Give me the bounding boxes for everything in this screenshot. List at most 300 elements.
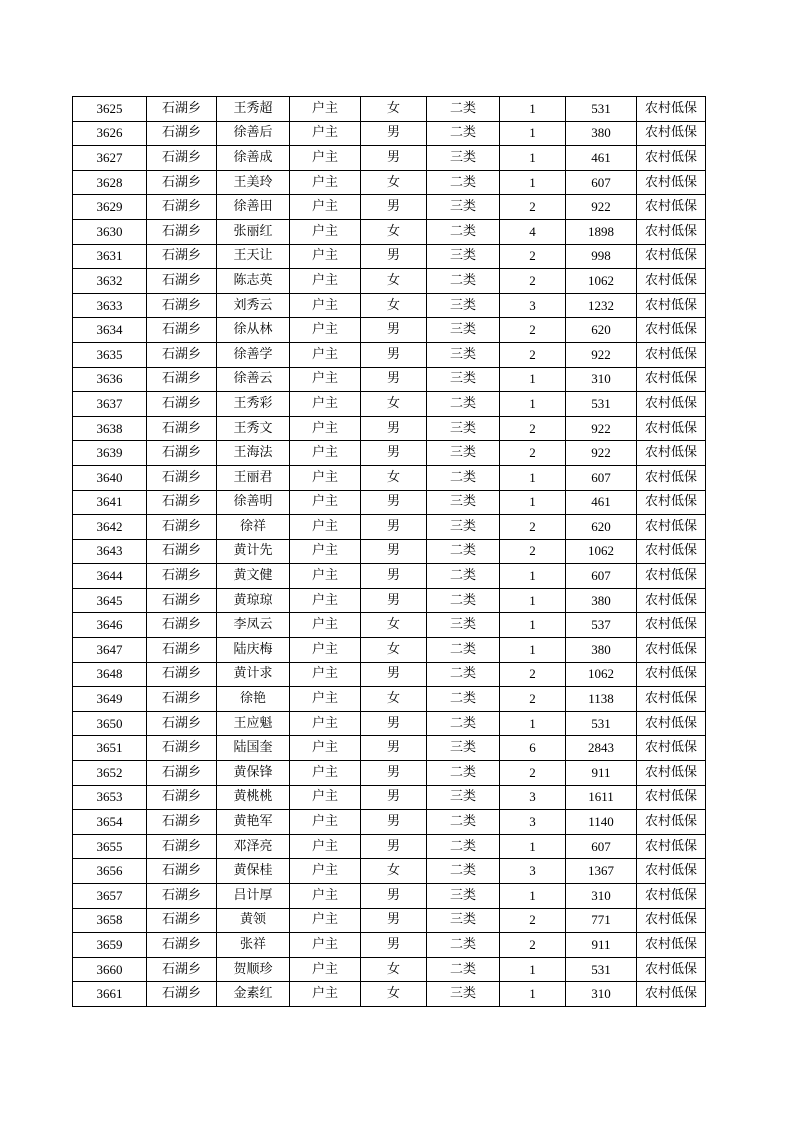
- relation-cell: 户主: [290, 219, 361, 244]
- gender-cell: 男: [361, 761, 427, 786]
- name-cell: 黄艳军: [217, 810, 290, 835]
- household-size-cell: 3: [500, 810, 566, 835]
- relation-cell: 户主: [290, 859, 361, 884]
- amount-cell: 1898: [566, 219, 637, 244]
- relation-cell: 户主: [290, 711, 361, 736]
- table-row: [73, 662, 706, 687]
- name-cell: 黄保桂: [217, 859, 290, 884]
- table-row: [73, 392, 706, 417]
- name-cell: 黄计求: [217, 662, 290, 687]
- name-cell: 黄琼琼: [217, 588, 290, 613]
- category-cell: 二类: [427, 392, 500, 417]
- household-size-cell: 3: [500, 293, 566, 318]
- serial-number-cell: 3654: [73, 810, 147, 835]
- township-cell: 石湖乡: [147, 367, 217, 392]
- assistance-type-cell: 农村低保: [637, 638, 706, 663]
- amount-cell: 911: [566, 761, 637, 786]
- assistance-type-cell: 农村低保: [637, 195, 706, 220]
- name-cell: 徐善学: [217, 342, 290, 367]
- gender-cell: 男: [361, 834, 427, 859]
- township-cell: 石湖乡: [147, 318, 217, 343]
- table-row: [73, 564, 706, 589]
- table-body: [73, 97, 706, 1007]
- serial-number-cell: 3661: [73, 982, 147, 1007]
- household-size-cell: 1: [500, 564, 566, 589]
- amount-cell: 607: [566, 170, 637, 195]
- table-row: [73, 146, 706, 171]
- serial-number-cell: 3642: [73, 515, 147, 540]
- serial-number-cell: 3644: [73, 564, 147, 589]
- amount-cell: 922: [566, 441, 637, 466]
- household-size-cell: 1: [500, 613, 566, 638]
- category-cell: 三类: [427, 613, 500, 638]
- household-size-cell: 2: [500, 933, 566, 958]
- category-cell: 二类: [427, 269, 500, 294]
- amount-cell: 531: [566, 97, 637, 122]
- assistance-type-cell: 农村低保: [637, 293, 706, 318]
- household-size-cell: 1: [500, 588, 566, 613]
- household-size-cell: 2: [500, 539, 566, 564]
- name-cell: 金素红: [217, 982, 290, 1007]
- amount-cell: 771: [566, 908, 637, 933]
- household-size-cell: 2: [500, 244, 566, 269]
- township-cell: 石湖乡: [147, 982, 217, 1007]
- household-size-cell: 3: [500, 859, 566, 884]
- gender-cell: 男: [361, 908, 427, 933]
- household-size-cell: 2: [500, 342, 566, 367]
- relation-cell: 户主: [290, 539, 361, 564]
- gender-cell: 男: [361, 588, 427, 613]
- township-cell: 石湖乡: [147, 416, 217, 441]
- serial-number-cell: 3633: [73, 293, 147, 318]
- township-cell: 石湖乡: [147, 465, 217, 490]
- gender-cell: 男: [361, 490, 427, 515]
- township-cell: 石湖乡: [147, 687, 217, 712]
- category-cell: 二类: [427, 834, 500, 859]
- household-size-cell: 2: [500, 908, 566, 933]
- township-cell: 石湖乡: [147, 441, 217, 466]
- name-cell: 徐善田: [217, 195, 290, 220]
- township-cell: 石湖乡: [147, 613, 217, 638]
- gender-cell: 女: [361, 687, 427, 712]
- relation-cell: 户主: [290, 465, 361, 490]
- gender-cell: 女: [361, 465, 427, 490]
- relation-cell: 户主: [290, 515, 361, 540]
- household-size-cell: 1: [500, 121, 566, 146]
- serial-number-cell: 3650: [73, 711, 147, 736]
- amount-cell: 1611: [566, 785, 637, 810]
- table-row: [73, 834, 706, 859]
- name-cell: 贺顺珍: [217, 957, 290, 982]
- table-row: [73, 318, 706, 343]
- name-cell: 王天让: [217, 244, 290, 269]
- household-size-cell: 1: [500, 465, 566, 490]
- category-cell: 三类: [427, 244, 500, 269]
- name-cell: 陆庆梅: [217, 638, 290, 663]
- assistance-type-cell: 农村低保: [637, 465, 706, 490]
- assistance-type-cell: 农村低保: [637, 342, 706, 367]
- assistance-type-cell: 农村低保: [637, 810, 706, 835]
- amount-cell: 380: [566, 638, 637, 663]
- amount-cell: 310: [566, 367, 637, 392]
- gender-cell: 男: [361, 244, 427, 269]
- category-cell: 二类: [427, 465, 500, 490]
- assistance-type-cell: 农村低保: [637, 613, 706, 638]
- amount-cell: 531: [566, 392, 637, 417]
- serial-number-cell: 3627: [73, 146, 147, 171]
- household-size-cell: 1: [500, 146, 566, 171]
- serial-number-cell: 3639: [73, 441, 147, 466]
- relation-cell: 户主: [290, 662, 361, 687]
- township-cell: 石湖乡: [147, 933, 217, 958]
- name-cell: 黄保锋: [217, 761, 290, 786]
- table-row: [73, 170, 706, 195]
- category-cell: 三类: [427, 342, 500, 367]
- assistance-type-cell: 农村低保: [637, 736, 706, 761]
- name-cell: 徐善后: [217, 121, 290, 146]
- township-cell: 石湖乡: [147, 342, 217, 367]
- table-row: [73, 515, 706, 540]
- table-row: [73, 121, 706, 146]
- category-cell: 二类: [427, 219, 500, 244]
- assistance-type-cell: 农村低保: [637, 416, 706, 441]
- name-cell: 王海法: [217, 441, 290, 466]
- amount-cell: 607: [566, 834, 637, 859]
- table-row: [73, 908, 706, 933]
- household-size-cell: 1: [500, 982, 566, 1007]
- table-row: [73, 219, 706, 244]
- category-cell: 二类: [427, 121, 500, 146]
- category-cell: 三类: [427, 367, 500, 392]
- relation-cell: 户主: [290, 761, 361, 786]
- table-row: [73, 982, 706, 1007]
- assistance-type-cell: 农村低保: [637, 269, 706, 294]
- serial-number-cell: 3645: [73, 588, 147, 613]
- serial-number-cell: 3628: [73, 170, 147, 195]
- amount-cell: 1062: [566, 269, 637, 294]
- assistance-type-cell: 农村低保: [637, 933, 706, 958]
- table-row: [73, 736, 706, 761]
- township-cell: 石湖乡: [147, 662, 217, 687]
- assistance-type-cell: 农村低保: [637, 982, 706, 1007]
- name-cell: 徐艳: [217, 687, 290, 712]
- amount-cell: 461: [566, 490, 637, 515]
- category-cell: 二类: [427, 638, 500, 663]
- table-row: [73, 613, 706, 638]
- amount-cell: 310: [566, 982, 637, 1007]
- table-row: [73, 638, 706, 663]
- table-row: [73, 97, 706, 122]
- category-cell: 二类: [427, 662, 500, 687]
- serial-number-cell: 3660: [73, 957, 147, 982]
- relation-cell: 户主: [290, 834, 361, 859]
- name-cell: 李凤云: [217, 613, 290, 638]
- township-cell: 石湖乡: [147, 785, 217, 810]
- gender-cell: 女: [361, 170, 427, 195]
- category-cell: 三类: [427, 293, 500, 318]
- amount-cell: 1062: [566, 662, 637, 687]
- amount-cell: 922: [566, 416, 637, 441]
- household-size-cell: 1: [500, 97, 566, 122]
- category-cell: 三类: [427, 441, 500, 466]
- assistance-type-cell: 农村低保: [637, 711, 706, 736]
- serial-number-cell: 3636: [73, 367, 147, 392]
- township-cell: 石湖乡: [147, 195, 217, 220]
- serial-number-cell: 3655: [73, 834, 147, 859]
- name-cell: 徐从林: [217, 318, 290, 343]
- name-cell: 王应魁: [217, 711, 290, 736]
- township-cell: 石湖乡: [147, 392, 217, 417]
- household-size-cell: 2: [500, 416, 566, 441]
- amount-cell: 2843: [566, 736, 637, 761]
- serial-number-cell: 3629: [73, 195, 147, 220]
- relation-cell: 户主: [290, 244, 361, 269]
- category-cell: 三类: [427, 146, 500, 171]
- township-cell: 石湖乡: [147, 219, 217, 244]
- gender-cell: 男: [361, 416, 427, 441]
- name-cell: 黄领: [217, 908, 290, 933]
- assistance-type-cell: 农村低保: [637, 441, 706, 466]
- serial-number-cell: 3625: [73, 97, 147, 122]
- relation-cell: 户主: [290, 785, 361, 810]
- table-row: [73, 588, 706, 613]
- serial-number-cell: 3648: [73, 662, 147, 687]
- name-cell: 王秀文: [217, 416, 290, 441]
- serial-number-cell: 3632: [73, 269, 147, 294]
- serial-number-cell: 3659: [73, 933, 147, 958]
- township-cell: 石湖乡: [147, 97, 217, 122]
- township-cell: 石湖乡: [147, 564, 217, 589]
- gender-cell: 男: [361, 884, 427, 909]
- serial-number-cell: 3647: [73, 638, 147, 663]
- amount-cell: 607: [566, 465, 637, 490]
- gender-cell: 女: [361, 982, 427, 1007]
- township-cell: 石湖乡: [147, 244, 217, 269]
- township-cell: 石湖乡: [147, 269, 217, 294]
- amount-cell: 531: [566, 711, 637, 736]
- relation-cell: 户主: [290, 121, 361, 146]
- gender-cell: 男: [361, 539, 427, 564]
- table-row: [73, 539, 706, 564]
- gender-cell: 女: [361, 97, 427, 122]
- category-cell: 三类: [427, 736, 500, 761]
- name-cell: 吕计厚: [217, 884, 290, 909]
- assistance-type-cell: 农村低保: [637, 97, 706, 122]
- household-size-cell: 2: [500, 195, 566, 220]
- category-cell: 二类: [427, 170, 500, 195]
- assistance-type-cell: 农村低保: [637, 785, 706, 810]
- household-size-cell: 2: [500, 515, 566, 540]
- table-row: [73, 244, 706, 269]
- table-row: [73, 711, 706, 736]
- serial-number-cell: 3649: [73, 687, 147, 712]
- gender-cell: 男: [361, 515, 427, 540]
- name-cell: 黄桃桃: [217, 785, 290, 810]
- household-size-cell: 1: [500, 957, 566, 982]
- relief-roster-table: [72, 96, 706, 1007]
- category-cell: 三类: [427, 515, 500, 540]
- assistance-type-cell: 农村低保: [637, 392, 706, 417]
- table-row: [73, 367, 706, 392]
- amount-cell: 1367: [566, 859, 637, 884]
- serial-number-cell: 3658: [73, 908, 147, 933]
- relation-cell: 户主: [290, 982, 361, 1007]
- gender-cell: 女: [361, 269, 427, 294]
- table-row: [73, 810, 706, 835]
- gender-cell: 男: [361, 367, 427, 392]
- assistance-type-cell: 农村低保: [637, 884, 706, 909]
- gender-cell: 男: [361, 662, 427, 687]
- gender-cell: 男: [361, 121, 427, 146]
- amount-cell: 380: [566, 121, 637, 146]
- table-row: [73, 465, 706, 490]
- township-cell: 石湖乡: [147, 638, 217, 663]
- assistance-type-cell: 农村低保: [637, 490, 706, 515]
- township-cell: 石湖乡: [147, 293, 217, 318]
- township-cell: 石湖乡: [147, 515, 217, 540]
- assistance-type-cell: 农村低保: [637, 859, 706, 884]
- name-cell: 徐善成: [217, 146, 290, 171]
- relation-cell: 户主: [290, 293, 361, 318]
- serial-number-cell: 3652: [73, 761, 147, 786]
- relation-cell: 户主: [290, 342, 361, 367]
- table-row: [73, 785, 706, 810]
- relation-cell: 户主: [290, 564, 361, 589]
- household-size-cell: 1: [500, 392, 566, 417]
- category-cell: 三类: [427, 195, 500, 220]
- name-cell: 陆国奎: [217, 736, 290, 761]
- gender-cell: 男: [361, 441, 427, 466]
- relation-cell: 户主: [290, 195, 361, 220]
- relation-cell: 户主: [290, 810, 361, 835]
- serial-number-cell: 3631: [73, 244, 147, 269]
- category-cell: 二类: [427, 588, 500, 613]
- serial-number-cell: 3641: [73, 490, 147, 515]
- amount-cell: 531: [566, 957, 637, 982]
- household-size-cell: 2: [500, 662, 566, 687]
- name-cell: 黄计先: [217, 539, 290, 564]
- serial-number-cell: 3638: [73, 416, 147, 441]
- gender-cell: 男: [361, 195, 427, 220]
- assistance-type-cell: 农村低保: [637, 146, 706, 171]
- gender-cell: 男: [361, 342, 427, 367]
- relation-cell: 户主: [290, 908, 361, 933]
- name-cell: 徐祥: [217, 515, 290, 540]
- relation-cell: 户主: [290, 687, 361, 712]
- household-size-cell: 1: [500, 170, 566, 195]
- gender-cell: 女: [361, 638, 427, 663]
- amount-cell: 1232: [566, 293, 637, 318]
- relation-cell: 户主: [290, 638, 361, 663]
- household-size-cell: 4: [500, 219, 566, 244]
- gender-cell: 女: [361, 859, 427, 884]
- amount-cell: 461: [566, 146, 637, 171]
- name-cell: 王丽君: [217, 465, 290, 490]
- category-cell: 三类: [427, 982, 500, 1007]
- serial-number-cell: 3653: [73, 785, 147, 810]
- household-size-cell: 3: [500, 785, 566, 810]
- amount-cell: 911: [566, 933, 637, 958]
- category-cell: 三类: [427, 884, 500, 909]
- household-size-cell: 2: [500, 761, 566, 786]
- table-row: [73, 957, 706, 982]
- serial-number-cell: 3637: [73, 392, 147, 417]
- amount-cell: 1138: [566, 687, 637, 712]
- assistance-type-cell: 农村低保: [637, 318, 706, 343]
- category-cell: 三类: [427, 908, 500, 933]
- table-row: [73, 441, 706, 466]
- amount-cell: 1062: [566, 539, 637, 564]
- assistance-type-cell: 农村低保: [637, 834, 706, 859]
- serial-number-cell: 3651: [73, 736, 147, 761]
- household-size-cell: 1: [500, 367, 566, 392]
- household-size-cell: 1: [500, 490, 566, 515]
- table-row: [73, 933, 706, 958]
- name-cell: 王秀彩: [217, 392, 290, 417]
- amount-cell: 620: [566, 318, 637, 343]
- assistance-type-cell: 农村低保: [637, 761, 706, 786]
- table-row: [73, 342, 706, 367]
- assistance-type-cell: 农村低保: [637, 244, 706, 269]
- category-cell: 二类: [427, 97, 500, 122]
- table-row: [73, 293, 706, 318]
- township-cell: 石湖乡: [147, 908, 217, 933]
- category-cell: 三类: [427, 785, 500, 810]
- township-cell: 石湖乡: [147, 957, 217, 982]
- assistance-type-cell: 农村低保: [637, 539, 706, 564]
- table-row: [73, 761, 706, 786]
- name-cell: 徐善明: [217, 490, 290, 515]
- relation-cell: 户主: [290, 490, 361, 515]
- township-cell: 石湖乡: [147, 810, 217, 835]
- gender-cell: 女: [361, 957, 427, 982]
- table-row: [73, 269, 706, 294]
- township-cell: 石湖乡: [147, 761, 217, 786]
- household-size-cell: 1: [500, 884, 566, 909]
- serial-number-cell: 3656: [73, 859, 147, 884]
- assistance-type-cell: 农村低保: [637, 367, 706, 392]
- household-size-cell: 2: [500, 687, 566, 712]
- name-cell: 刘秀云: [217, 293, 290, 318]
- category-cell: 二类: [427, 539, 500, 564]
- assistance-type-cell: 农村低保: [637, 121, 706, 146]
- category-cell: 三类: [427, 416, 500, 441]
- township-cell: 石湖乡: [147, 146, 217, 171]
- township-cell: 石湖乡: [147, 711, 217, 736]
- household-size-cell: 1: [500, 711, 566, 736]
- category-cell: 二类: [427, 564, 500, 589]
- assistance-type-cell: 农村低保: [637, 908, 706, 933]
- gender-cell: 男: [361, 785, 427, 810]
- relation-cell: 户主: [290, 97, 361, 122]
- table-row: [73, 195, 706, 220]
- household-size-cell: 2: [500, 269, 566, 294]
- serial-number-cell: 3643: [73, 539, 147, 564]
- gender-cell: 男: [361, 736, 427, 761]
- amount-cell: 537: [566, 613, 637, 638]
- relation-cell: 户主: [290, 957, 361, 982]
- category-cell: 二类: [427, 810, 500, 835]
- serial-number-cell: 3626: [73, 121, 147, 146]
- household-size-cell: 1: [500, 834, 566, 859]
- gender-cell: 女: [361, 219, 427, 244]
- township-cell: 石湖乡: [147, 859, 217, 884]
- name-cell: 邓泽亮: [217, 834, 290, 859]
- serial-number-cell: 3634: [73, 318, 147, 343]
- table-row: [73, 859, 706, 884]
- assistance-type-cell: 农村低保: [637, 564, 706, 589]
- gender-cell: 男: [361, 810, 427, 835]
